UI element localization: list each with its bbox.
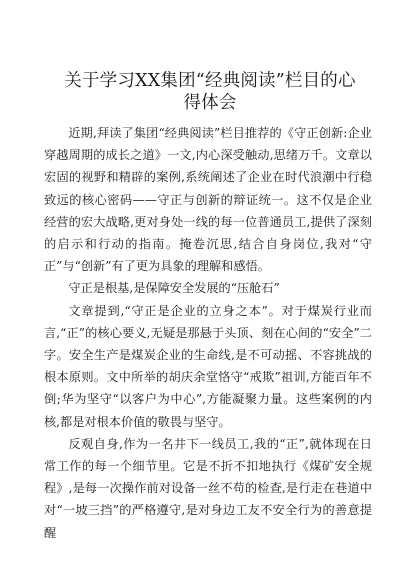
document-title: 关于学习XX集团“经典阅读”栏目的心得体会 <box>64 71 356 113</box>
paragraph-intro: 近期,拜读了集团“经典阅读”栏目推荐的《守正创新:企业穿越周期的成长之道》一文,内心深受触动,思绪万千。文章以宏固的视野和精辟的案例,系统阐述了企业在时代浪潮中行稳致远的核心密码——守正与创新的辩证统一。这不仅是企业经营的宏大战略,更对身处一线的每一位普通员工,提供了深刻的启示和行动的指南。掩卷沉思,结合自身岗位,我对“守正”与“创新”有了更为具象的理解和感悟。 <box>44 126 372 274</box>
section-heading: 守正是根基,是保障安全发展的“压舱石” <box>68 281 280 296</box>
document-body <box>44 122 372 544</box>
paragraph-safety: 文章提到,“守正是企业的立身之本”。对于煤炭行业而言,“正”的核心要义,无疑是那悬于头顶、刻在心间的“安全”二字。安全生产是煤炭企业的生命线,是不可动摇、不容挑战的根本原则。文中所举的胡庆余堂恪守“戒欺”祖训,方能百年不倒;华为坚守“以客户为中心”,方能凝聚力量。这些案例的内核,都是对根本价值的敬畏与坚守。 <box>44 303 372 429</box>
paragraph-reflection: 反观自身,作为一名井下一线员工,我的“正”,就体现在日常工作的每一个细节里。它是不折不扣地执行《煤矿安全规程》,是每一次操作前对设备一丝不苟的检查,是行走在巷道中对“一坡三挡”的严格遵守,是对身边工友不安全行为的善意提醒 <box>44 436 372 540</box>
